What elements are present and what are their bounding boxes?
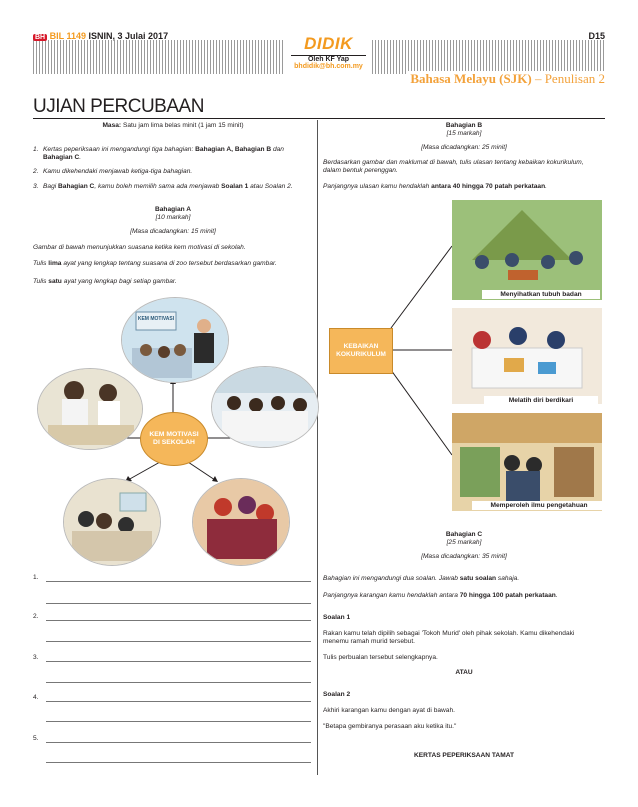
a-line2-post: ayat yang lengkap tentang suasana di zoo tersebut berdasarkan gambar. <box>63 260 277 267</box>
answer-num-3: 3. <box>33 654 39 661</box>
photo-activity-table <box>452 308 602 404</box>
caption-knowledge: Memperoleh ilmu pengetahuan <box>472 501 606 510</box>
b-line2-pre: Panjangnya ulasan kamu hendaklah <box>323 183 430 190</box>
caption-independent: Melatih diri berdikari <box>484 396 598 405</box>
activity-illustration <box>452 308 602 404</box>
a-line2-pre: Tulis <box>33 260 47 267</box>
masa-label: Masa: <box>102 122 122 129</box>
a-line2-bold: lima <box>48 260 62 267</box>
instruction-1-end: . <box>79 154 82 161</box>
instruction-1-bold2: Bahagian C <box>43 154 80 161</box>
library-illustration <box>452 413 602 511</box>
issue-number: BIL 1149 <box>49 31 87 41</box>
b-line2-bold: antara 40 hingga 70 patah perkataan <box>431 183 546 190</box>
instruction-1-text: Kertas peperiksaan ini mengandungi tiga bahagian: <box>43 146 194 153</box>
bahagian-b-title: Bahagian B <box>445 122 483 129</box>
bahagian-c-title: Bahagian C <box>445 531 483 538</box>
soalan-2-text: Akhiri karangan kamu dengan ayat di bawah. <box>323 707 455 714</box>
banner-text: KEM MOTIVASI <box>137 316 175 322</box>
bahagian-a-marks: [10 markah] <box>155 214 191 221</box>
c-line1-post: sahaja. <box>497 575 520 582</box>
instruction-3-text: Bagi <box>43 183 57 190</box>
c-line1-bold: satu soalan <box>459 575 497 582</box>
brand-title: DIDIK <box>304 34 353 53</box>
answer-num-5: 5. <box>33 735 39 742</box>
bahagian-c-line2 <box>323 592 601 600</box>
page-number: D15 <box>588 31 605 41</box>
atau-label: ATAU <box>455 669 473 676</box>
soalan-1-title: Soalan 1 <box>323 614 351 621</box>
instruction-1-num: 1. <box>33 146 39 153</box>
a-line3-pre: Tulis <box>33 278 47 285</box>
instruction-3-mid: , kamu boleh memilih sama ada menjawab <box>94 183 220 190</box>
bahagian-a-line1: Gambar di bawah menunjukkan suasana ketika kem motivasi di sekolah. <box>33 244 246 251</box>
answer-num-4: 4. <box>33 694 39 701</box>
soalan-2-quote: "Betapa gembiranya perasaan aku ketika itu." <box>323 723 457 730</box>
issue-date: ISNIN, 3 Julai 2017 <box>88 31 169 41</box>
instruction-2-num: 2. <box>33 168 39 175</box>
caption-healthy: Menyihatkan tubuh badan <box>482 290 600 299</box>
bahagian-a-time: [Masa dicadangkan: 15 minit] <box>130 228 216 235</box>
bahagian-c-time: [Masa dicadangkan: 35 minit] <box>421 553 507 560</box>
instruction-3-bold2: Soalan 1 <box>221 183 249 190</box>
instruction-1-bold: Bahagian A, Bahagian B <box>195 146 272 153</box>
instruction-3-bold: Bahagian C <box>58 183 95 190</box>
photo-camping <box>452 200 602 300</box>
section-subtitle: – Penulisan 2 <box>534 71 605 86</box>
camping-illustration <box>452 200 602 300</box>
section-name: Bahasa Melayu (SJK) <box>410 71 532 86</box>
hub-b-label: KEBAIKAN KOKURIKULUM <box>336 343 386 358</box>
instruction-3-num: 3. <box>33 183 39 190</box>
page-title: UJIAN PERCUBAAN <box>33 96 204 117</box>
answer-num-2: 2. <box>33 613 39 620</box>
a-line3-post: ayat yang lengkap bagi setiap gambar. <box>63 278 177 285</box>
bh-badge: BH <box>35 34 46 41</box>
b-line2-post: . <box>545 183 547 190</box>
bahagian-c-marks: [25 markah] <box>446 539 482 546</box>
bahagian-a-title: Bahagian A <box>154 206 192 213</box>
photo-library <box>452 413 602 511</box>
masa-value: Satu jam lima belas minit (1 jam 15 minit) <box>122 122 244 129</box>
email-link[interactable]: bhdidik@bh.com.my <box>294 63 363 70</box>
c-line2-pre: Panjangnya karangan kamu hendaklah antara <box>323 592 458 599</box>
bahagian-b-line1: Berdasarkan gambar dan maklumat di bawah, tulis ulasan tentang kebaikan kokurikulum, dalam bentuk perenggan. <box>323 159 584 174</box>
instruction-1-and: dan <box>272 146 284 153</box>
paper-end: KERTAS PEPERIKSAAN TAMAT <box>413 752 514 759</box>
bahagian-b-marks: [15 markah] <box>446 130 482 137</box>
answer-num-1: 1. <box>33 574 39 581</box>
c-line2-bold: 70 hingga 100 patah perkataan <box>459 592 556 599</box>
soalan-2-title: Soalan 2 <box>323 691 351 698</box>
bahagian-b-time: [Masa dicadangkan: 25 minit] <box>421 144 507 151</box>
instruction-3-end: atau Soalan 2. <box>248 183 293 190</box>
a-line3-bold: satu <box>48 278 62 285</box>
c-line2-post: . <box>555 592 558 599</box>
soalan-1-text: Rakan kamu telah dipilih sebagai 'Tokoh Murid' oleh pihak sekolah. Kamu dikehendaki menemu ramah murid tersebut. <box>323 630 575 645</box>
hub-a-label: KEM MOTIVASI DI SEKOLAH <box>149 430 199 446</box>
author: Oleh KF Yap <box>307 56 350 63</box>
c-line1-pre: Bahagian ini mengandungi dua soalan. Jawab <box>323 575 458 582</box>
diagram-b-hub <box>329 328 393 374</box>
soalan-1-text2: Tulis perbualan tersebut selengkapnya. <box>323 654 438 661</box>
bahagian-c-line1 <box>323 575 601 583</box>
instruction-2-text: Kamu dikehendaki menjawab ketiga-tiga bahagian. <box>43 168 193 175</box>
